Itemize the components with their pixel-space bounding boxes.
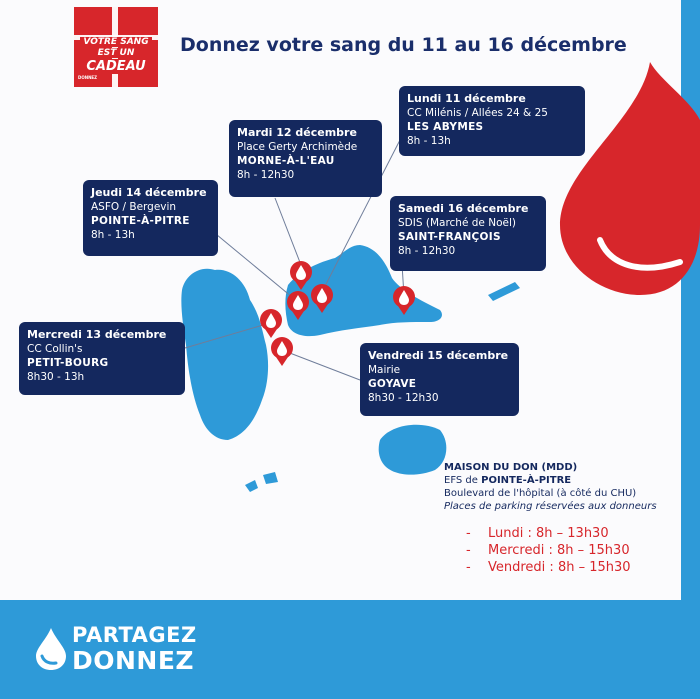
event-city: POINTE-À-PITRE — [91, 215, 190, 227]
footer-line-1: PARTAGEZ — [72, 623, 197, 647]
event-date: Mardi 12 décembre — [237, 126, 357, 139]
event-place: CC Milénis / Allées 24 & 25 — [407, 107, 548, 119]
marie-galante-island — [379, 425, 447, 475]
event-city: PETIT-BOURG — [27, 357, 109, 369]
schedule-dash: - — [466, 560, 471, 575]
event-hours: 8h - 12h30 — [237, 169, 295, 181]
mdd-efs-city: POINTE-À-PITRE — [481, 475, 572, 486]
footer-slogan — [72, 625, 197, 673]
maison-du-don-info — [444, 461, 657, 513]
mdd-efs — [444, 474, 657, 487]
footer-line-2: DONNEZ — [72, 646, 195, 675]
mdd-efs-prefix: EFS de — [444, 475, 478, 486]
event-place: Mairie — [368, 364, 401, 376]
schedule-text: Lundi : 8h – 13h30 — [488, 526, 609, 541]
event-date: Samedi 16 décembre — [398, 202, 529, 215]
schedule-dash: - — [466, 543, 471, 558]
event-box-vendredi — [360, 343, 519, 416]
logo-line-2: EST UN — [80, 48, 152, 58]
event-hours: 8h - 13h — [91, 229, 135, 241]
schedule-row — [466, 559, 631, 576]
schedule-dash: - — [466, 526, 471, 541]
event-place: CC Collin's — [27, 343, 83, 355]
event-box-samedi — [390, 196, 546, 271]
mdd-heading: MAISON DU DON (MDD) — [444, 462, 578, 473]
event-box-mardi — [229, 120, 382, 197]
event-box-mercredi — [19, 322, 185, 395]
event-city: LES ABYMES — [407, 121, 484, 133]
schedule-row — [466, 525, 631, 542]
logo-line-1: VOTRE SANG — [80, 37, 152, 47]
schedule-text: Mercredi : 8h – 15h30 — [488, 543, 630, 558]
event-date: Mercredi 13 décembre — [27, 328, 167, 341]
event-city: SAINT-FRANÇOIS — [398, 231, 501, 243]
event-hours: 8h - 13h — [407, 135, 451, 147]
schedule-text: Vendredi : 8h – 15h30 — [488, 560, 631, 575]
event-date: Jeudi 14 décembre — [91, 186, 207, 199]
event-hours: 8h - 12h30 — [398, 245, 456, 257]
mdd-address: Boulevard de l'hôpital (à côté du CHU) — [444, 488, 637, 499]
logo-line-4: DONNEZ — [78, 75, 98, 80]
event-place: SDIS (Marché de Noël) — [398, 217, 516, 229]
les-saintes-islands — [245, 472, 278, 492]
page-title: Donnez votre sang du 11 au 16 décembre — [180, 34, 627, 56]
event-hours: 8h30 - 13h — [27, 371, 85, 383]
event-date: Vendredi 15 décembre — [368, 349, 509, 362]
event-place: Place Gerty Archimède — [237, 141, 358, 153]
la-desirade-island — [488, 282, 520, 301]
event-hours: 8h30 - 12h30 — [368, 392, 439, 404]
logo-line-3: CADEAU — [80, 59, 152, 74]
mdd-schedule — [466, 525, 631, 576]
event-date: Lundi 11 décembre — [407, 92, 526, 105]
event-box-jeudi — [83, 180, 218, 256]
event-box-lundi — [399, 86, 585, 156]
schedule-row — [466, 542, 631, 559]
blood-drop-icon — [32, 626, 70, 672]
event-city: GOYAVE — [368, 378, 417, 390]
event-city: MORNE-À-L'EAU — [237, 155, 335, 167]
basse-terre-island — [181, 269, 268, 440]
mdd-parking: Places de parking réservées aux donneurs — [444, 501, 657, 512]
event-place: ASFO / Bergevin — [91, 201, 177, 213]
